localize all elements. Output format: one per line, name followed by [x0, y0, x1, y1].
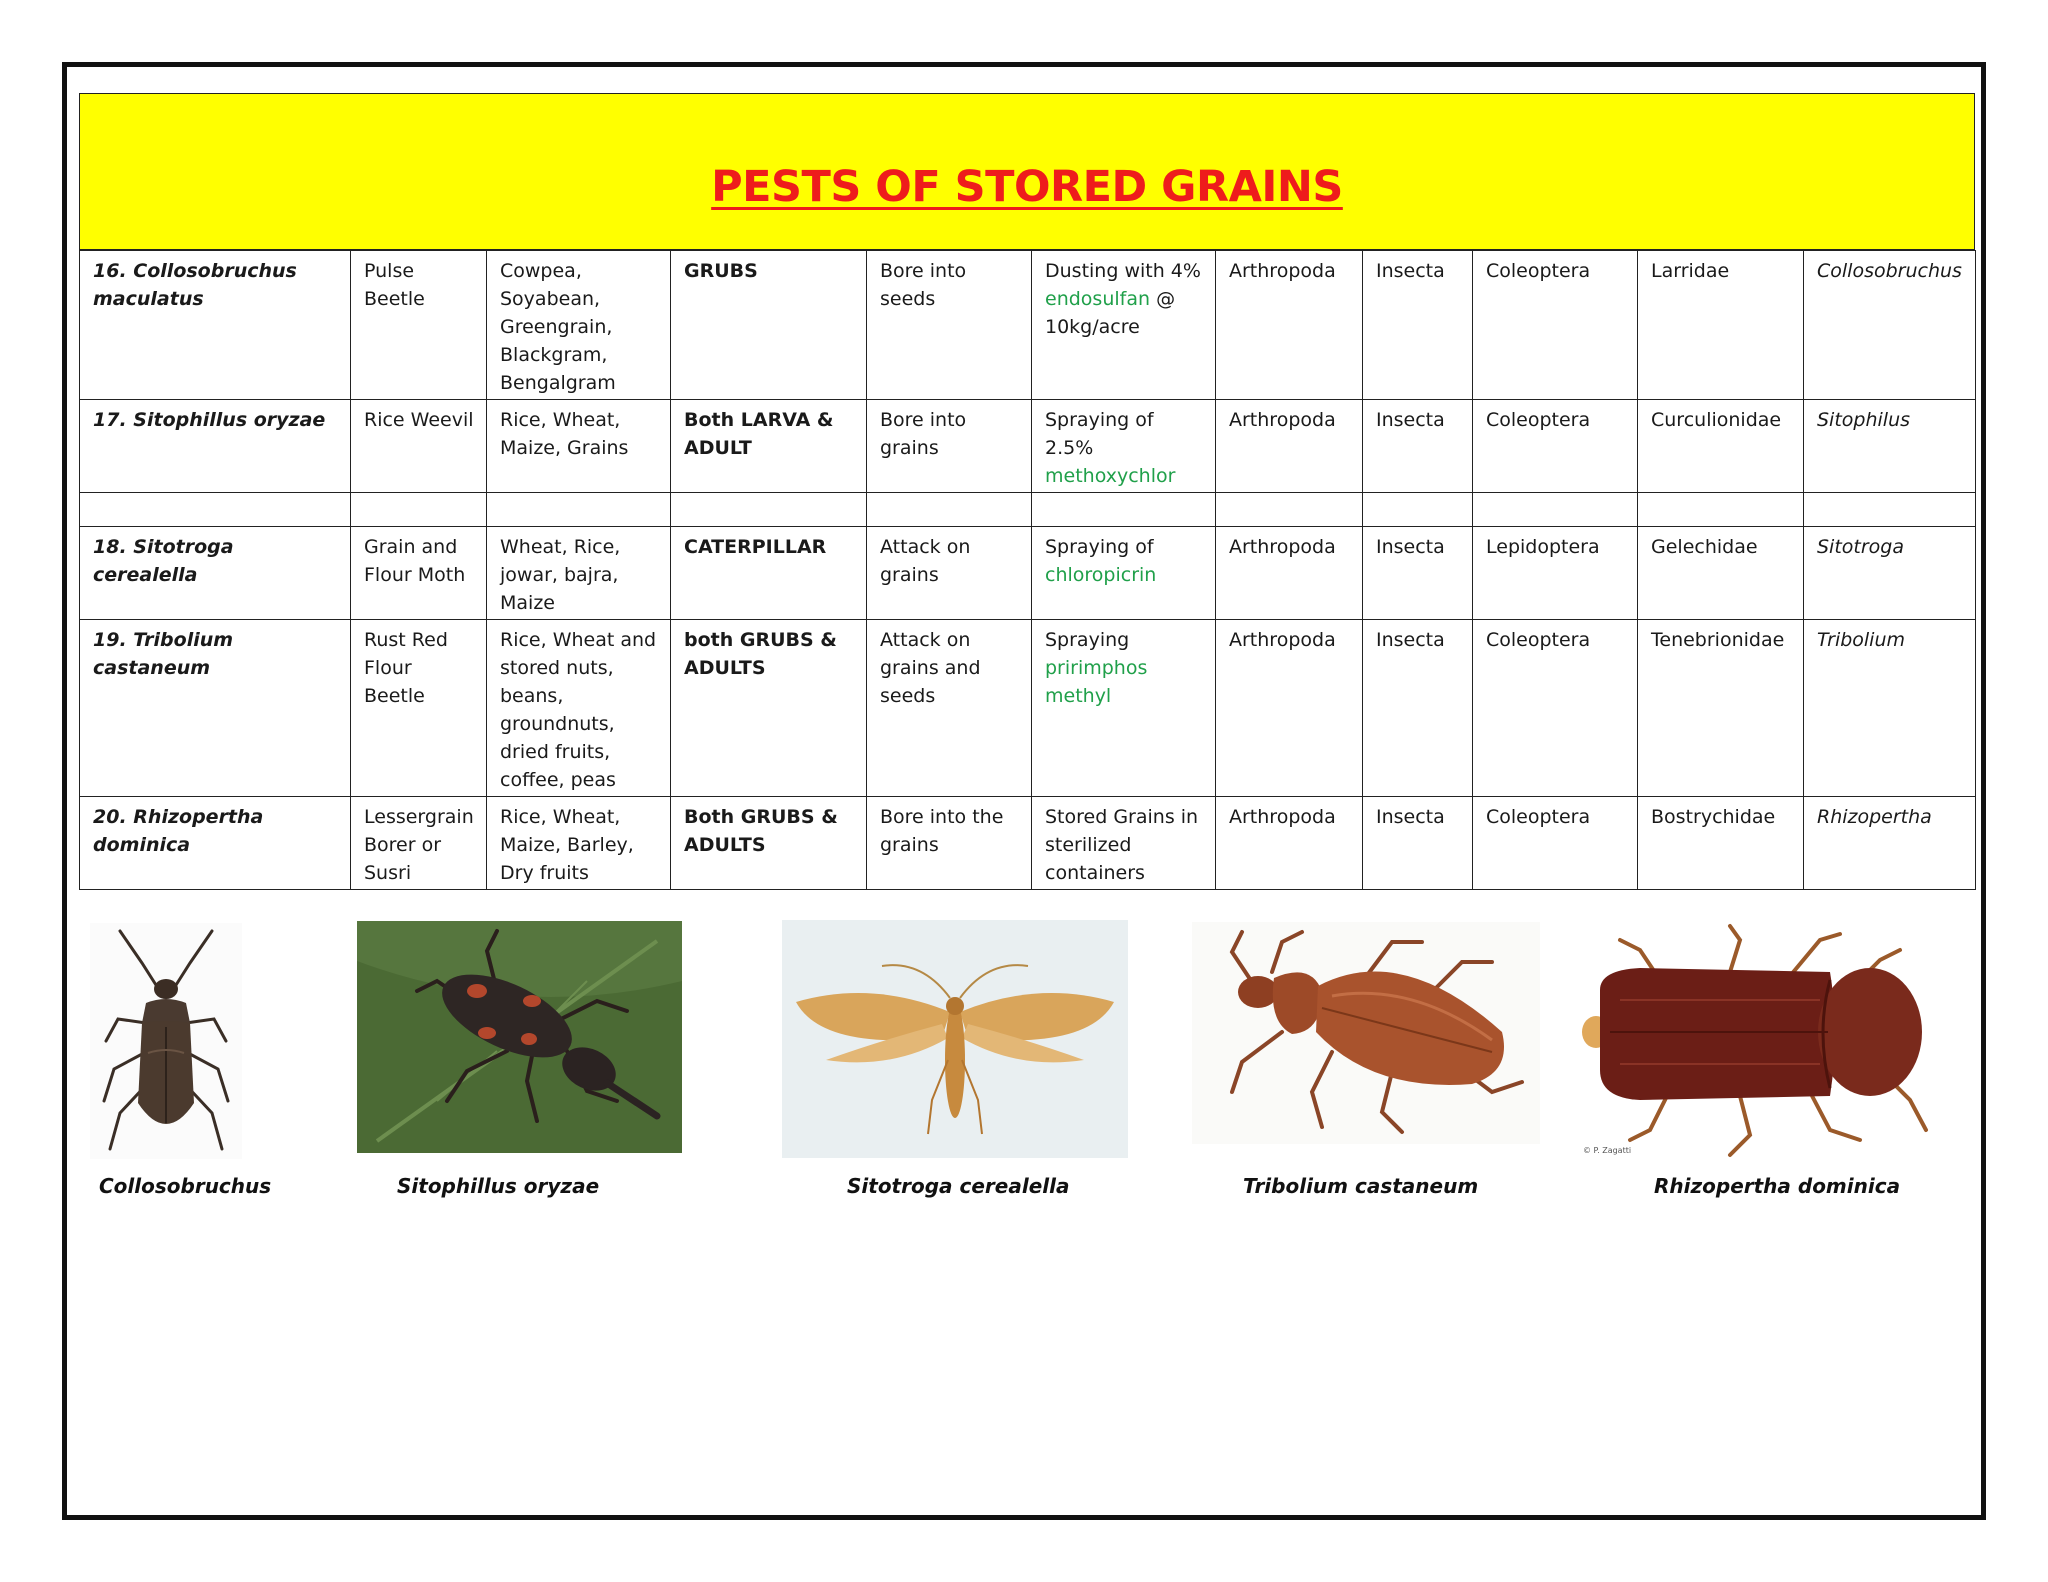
- pest-name: 17. Sitophillus oryzae: [80, 400, 351, 493]
- class: Insecta: [1363, 527, 1473, 620]
- table-row-empty: [80, 493, 1976, 527]
- genus: Tribolium: [1804, 620, 1976, 797]
- class: Insecta: [1363, 797, 1473, 890]
- host-crops: Wheat, Rice, jowar, bajra, Maize: [487, 527, 671, 620]
- damage-type: Attack on grains and seeds: [867, 620, 1032, 797]
- photo-caption: Tribolium castaneum: [1243, 1174, 1479, 1198]
- page-title: PESTS OF STORED GRAINS: [711, 162, 1343, 212]
- photo-caption: Collosobruchus: [99, 1174, 272, 1198]
- order: Lepidoptera: [1473, 527, 1638, 620]
- phylum: Arthropoda: [1216, 251, 1363, 400]
- order: Coleoptera: [1473, 251, 1638, 400]
- common-name: Rice Weevil: [351, 400, 487, 493]
- damage-type: Bore into grains: [867, 400, 1032, 493]
- family: Curculionidae: [1638, 400, 1804, 493]
- common-name: Pulse Beetle: [351, 251, 487, 400]
- photo-caption: Sitophillus oryzae: [397, 1174, 600, 1198]
- family: Tenebrionidae: [1638, 620, 1804, 797]
- beetle-photo: [1192, 922, 1540, 1144]
- family: Bostrychidae: [1638, 797, 1804, 890]
- genus: Collosobruchus: [1804, 251, 1976, 400]
- pest-name: 20. Rhizopertha dominica: [80, 797, 351, 890]
- common-name: Lessergrain Borer or Susri: [351, 797, 487, 890]
- host-crops: Rice, Wheat, Maize, Grains: [487, 400, 671, 493]
- photo-credit: © P. Zagatti: [1583, 1146, 1632, 1155]
- phylum: Arthropoda: [1216, 527, 1363, 620]
- damaging-stage: Both LARVA & ADULT: [671, 400, 867, 493]
- genus: Sitophilus: [1804, 400, 1976, 493]
- phylum: Arthropoda: [1216, 620, 1363, 797]
- control-measure: Dusting with 4% endosulfan @ 10kg/acre: [1032, 251, 1216, 400]
- borer-photo: [1580, 920, 1932, 1162]
- order: Coleoptera: [1473, 400, 1638, 493]
- common-name: Grain and Flour Moth: [351, 527, 487, 620]
- order: Coleoptera: [1473, 797, 1638, 890]
- host-crops: Rice, Wheat, Maize, Barley, Dry fruits: [487, 797, 671, 890]
- pest-name: 19. Tribolium castaneum: [80, 620, 351, 797]
- damaging-stage: Both GRUBS & ADULTS: [671, 797, 867, 890]
- class: Insecta: [1363, 620, 1473, 797]
- phylum: Arthropoda: [1216, 797, 1363, 890]
- photo-caption: Sitotroga cerealella: [847, 1174, 1070, 1198]
- host-crops: Rice, Wheat and stored nuts, beans, groundnuts, dried fruits, coffee, peas: [487, 620, 671, 797]
- control-measure: Spraying of 2.5% methoxychlor: [1032, 400, 1216, 493]
- table-row: [80, 620, 1976, 797]
- genus: Rhizopertha: [1804, 797, 1976, 890]
- bug-photo: [90, 923, 242, 1159]
- damage-type: Attack on grains: [867, 527, 1032, 620]
- class: Insecta: [1363, 400, 1473, 493]
- pest-name: 18. Sitotroga cerealella: [80, 527, 351, 620]
- damaging-stage: GRUBS: [671, 251, 867, 400]
- control-measure: Spraying of chloropicrin: [1032, 527, 1216, 620]
- moth-photo: [782, 920, 1128, 1158]
- host-crops: Cowpea, Soyabean, Greengrain, Blackgram, Bengalgram: [487, 251, 671, 400]
- order: Coleoptera: [1473, 620, 1638, 797]
- pest-name: 16. Collosobruchus maculatus: [80, 251, 351, 400]
- damage-type: Bore into the grains: [867, 797, 1032, 890]
- weevil-photo: [357, 921, 682, 1153]
- title-banner: [79, 93, 1975, 250]
- damaging-stage: both GRUBS & ADULTS: [671, 620, 867, 797]
- table-row: [80, 400, 1976, 493]
- genus: Sitotroga: [1804, 527, 1976, 620]
- control-measure: Stored Grains in sterilized containers: [1032, 797, 1216, 890]
- table-row: [80, 797, 1976, 890]
- family: Larridae: [1638, 251, 1804, 400]
- control-measure: Spraying pririmphos methyl: [1032, 620, 1216, 797]
- phylum: Arthropoda: [1216, 400, 1363, 493]
- damaging-stage: CATERPILLAR: [671, 527, 867, 620]
- table-row: [80, 251, 1976, 400]
- photo-caption: Rhizopertha dominica: [1654, 1174, 1901, 1198]
- class: Insecta: [1363, 251, 1473, 400]
- common-name: Rust Red Flour Beetle: [351, 620, 487, 797]
- table-row: [80, 527, 1976, 620]
- damage-type: Bore into seeds: [867, 251, 1032, 400]
- pests-table: [79, 250, 1976, 890]
- family: Gelechidae: [1638, 527, 1804, 620]
